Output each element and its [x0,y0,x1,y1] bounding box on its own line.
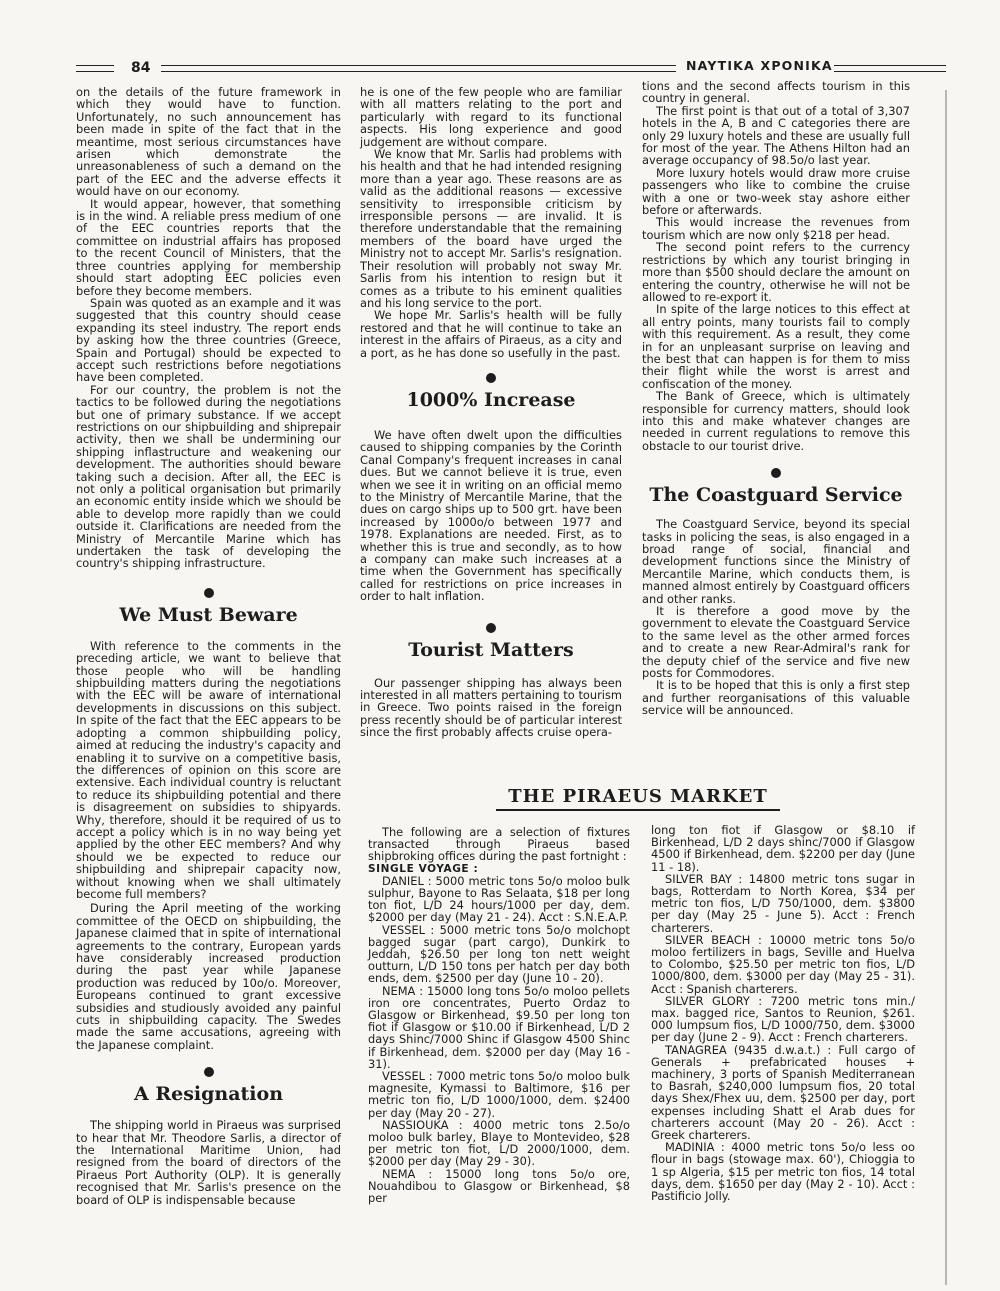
eec-article-p3: Spain was quoted as an example and it was suggested that this country should cease expanding its steel industry. The report ends by asking how the three countries (Greece, Spain and Portugal) should be expected to accept such restrictions before negotiations have been completed. [76,295,341,385]
resignation-p4: We hope Mr. Sarlis's health will be fully restored and that he will continue to take an interest in the affairs of Piraeus, as a city and a port, as he has done so usefully in the past. [360,308,622,360]
header-rule-right [834,65,946,72]
tourist-p7: In spite of the large notices to this effect at all entry points, many tourists fail to comply with this requirement. As a result, they come in for an unpleasant surprise on leaving and the best that can happen is for them to miss their flight while the worst is arrest and confiscation of the money. [642,302,910,391]
tourist-p8: The Bank of Greece, which is ultimately responsible for currency matters, should look into this and make whatever changes are needed in current regulations to remove this obstacle to our tourist drive. [642,389,910,453]
market-column-right [651,824,915,1202]
tourist-p4: More luxury hotels would draw more cruise passengers who like to combine the cruise with a one or two-week stay ashore either before or afterwards. [642,165,910,218]
coastguard-p2: It is therefore a good move by the government to elevate the Coastguard Service to the same level as the other armed forces and to create a new Rear-Admiral's rank for the deputy chief of the service and five new posts for Commodores. [642,604,910,681]
tourist-p5: This would increase the revenues from tourism which are now only $218 per head. [642,215,910,242]
eec-article-p1: on the details of the future framework in which they would have to function. Unfortunately, no such announcement has been made in spite of the fact that in the meantime, most serious circumstances have arisen which demonstrate the unreasonableness of such a demand on the part of the EEC and the adverse effects it would have on our economy. [76,85,341,199]
increase-p1: We have often dwelt upon the difficulties caused to shipping companies by the Corinth Canal Company's frequent increases in canal dues. But we cannot believe it is true, even when we see it in writing on an official memo to the Ministry of Mercantile Marine, that the dues on cargo ships up to 500 grt. have been increased by 1000o/o between 1977 and 1978. Explanations are needed. First, as to whether this is true and secondly, as to how a company can make such increases at a time when the Government has specifically called for restrictions on price increases in order to halt inflation. [360,427,622,604]
header-rule-left [76,65,114,72]
section-bullet [204,588,214,598]
fixture-tanagrea: TANAGREA (9435 d.w.a.t.) : Full cargo of Generals + prefabricated houses + machinery, 3 ports of Spanish Mediterranean to Basrah, $240,000 lumpsum fios, 20 total days Shex/Fhex uu, dem. $2500 per day, port expenses including Shatt el Arab dues for charterers account (May 20 - 26). Acct : Greek charterers. [651,1042,915,1143]
section-bullet [204,1067,214,1077]
resignation-p2: he is one of the few people who are familiar with all matters relating to the port and particularly with regard to its functional aspects. His long experience and good judgement are without compare. [360,85,622,149]
fixture-madinia: MADINIA : 4000 metric tons 5o/o less oo flour in bags (stowage max. 60'), Chioggia to 1 sp Algeria, $15 per metric ton fios, 14 total days, dem. $1650 per day (May 2 - 10). Acct : Pastificio Jolly. [651,1140,915,1204]
fixture-silver-bay: SILVER BAY : 14800 metric tons sugar in bags, Rotterdam to North Korea, $34 per metric ton fios, L/D 750/1000, dem. $3800 per day (May 25 - June 5). Acct : French charterers. [651,871,915,935]
fixture-daniel: DANIEL : 5000 metric tons 5o/o moloo bulk sulphur, Bayone to Ras Selaata, $18 per long ton fiot, L/D 24 hours/1000 per day, dem. $2000 per day (May 21 - 24). Acct : S.N.E.A.P. [368,873,630,925]
beware-p1: With reference to the comments in the preceding article, we want to believe that those people who will be handling shipbuilding matters during the negotiations with the EEC will be aware of international developments in discussions on this subject. In spite of the fact that the EEC appears to be adopting a common shipbuilding policy, aimed at reducing the industry's capacity and enabling it to survive on a competitive basis, the differences of opinion on this score are extensive. Each individual country is reluctant to reduce its shipbuilding potential and there is disagreement on subsidies to shipyards. Why, therefore, should it be required of us to accept a policy which is in no way being yet applied by the other EEC members? And why should we be expected to reduce our shipbuilding and shiprepair capacity now, without knowing when we shall ultimately become full members? [76,638,341,901]
header-rule-middle [161,65,676,72]
resignation-p3: We know that Mr. Sarlis had problems with his health and that he had intended resigning more than a year ago. These reasons are as valid as the additional reasons — excessive sensitivity to irresponsible criticism by irresponsible persons — are invalid. It is therefore understandable that the remaining members of the board have urged the Ministry not to accept Mr. Sarlis's resignation. Their resolution will probably not sway Mr. Sarlis from his intention to resign but it comes as a tribute to his eminent qualities and his long service to the port. [360,147,622,310]
tourist-p6: The second point refers to the currency restrictions by which any tourist bringing in more than $500 should declare the amount on entering the country, otherwise he will not be allowed to re-export it. [642,240,910,304]
resignation-p1: The shipping world in Piraeus was surprised to hear that Mr. Theodore Sarlis, a director of the International Maritime Union, had resigned from the board of directors of the Piraeus Port Authority (OLP). It is generally recognised that Mr. Sarlis's presence on the board of OLP is indispensable because [76,1118,341,1207]
tourist-p1: Our passenger shipping has always been interested in all matters pertaining to tourism in Greece. Two points raised in the foreign press recently should be of particular interest since the first probably affects cruise opera- [360,675,622,740]
fixture-nema-pellets: NEMA : 15000 long tons 5o/o moloo pellets iron ore concentrates, Puerto Ordaz to Glasgow or Birkenhead, $9.50 per long ton fiot if Glasgow or $10.00 if Birkenhead, L/D 2 days Shinc/7000 Shinc if Glasgow 4500 Shinc if Birkenhead, dem. $2000 per day (May 16 - 31). [368,983,630,1071]
section-bullet [486,623,496,633]
eec-article-p4: For our country, the problem is not the tactics to be followed during the negotiations but one of primary substance. If we accept restrictions on our shipbuilding and shiprepair activity, then we shall be undermining our shipping inflastructure and weakening our development. The authorities should beware taking such a decision. After all, the EEC is not only a political organisation but primarily an economic entity inside which we should be able to develop more rapidly than we could outside it. Clarifications are needed from the Ministry of Mercantile Marine which has undertaken the task of developing the country's shipping infrastructure. [76,382,341,571]
fixture-silver-beach: SILVER BEACH : 10000 metric tons 5o/o moloo fertilizers in bags, Seville and Huelva to Colombo, $25.50 per metric ton fios, L/D 1000/800, dem. $3000 per day (May 25 - 31). Acct : Spanish charterers. [651,932,915,996]
beware-p2: During the April meeting of the working committee of the OECD on shipbuilding, the Japanese claimed that in spite of international agreements to the contrary, European yards have considerably increased production during the past year while Japanese production was reduced by 10o/o. Moreover, Europeans continued to grant excessive subsidies and studiously avoided any painful cuts in shipbuilding capacity. The Swedes made the same accusations, agreeing with the Japanese complaint. [76,901,341,1052]
page-number: 84 [131,60,151,76]
column-3 [642,80,910,717]
coastguard-p3: It is to be hoped that this is only a first step and further reorganisations of this valuable service will be announced. [642,678,910,718]
title-underline [496,809,780,811]
market-intro: The following are a selection of fixtures transacted through Piraeus based shipbroking offices during the past fortnight : [368,825,630,864]
fixture-nema-ore-cont: long ton fiot if Glasgow or $8.10 if Birkenhead, L/D 2 days shinc/7000 if Glasgow 4500 if Birkenhead, dem. $2200 per day (June 11 - 18). [651,823,915,874]
heading-coastguard-service: The Coastguard Service [649,484,903,507]
fixture-nassiouka: NASSIOUKA : 4000 metric tons 2.5o/o moloo bulk barley, Blaye to Montevideo, $28 per metric ton fiot, L/D 2000/1000, dem. $2000 per day (May 29 - 30). [368,1117,630,1169]
piraeus-market-title-text: THE PIRAEUS MARKET [508,786,768,807]
section-bullet [771,468,781,478]
heading-1000-increase: 1000% Increase [406,388,576,411]
section-bullet [486,373,496,383]
heading-tourist-matters: Tourist Matters [408,638,574,661]
page-header [76,56,946,80]
market-column-left [368,826,630,1204]
column-1 [76,86,341,1206]
magazine-title: NAYTIKA XPONIKA [686,58,833,73]
fixture-vessel-magnesite: VESSEL : 7000 metric tons 5o/o moloo bulk magnesite, Kymassi to Baltimore, $16 per metric ton fio, L/D 1000/1000, dem. $2400 per day (May 20 - 27). [368,1069,630,1120]
page-edge [945,90,947,1285]
market-subhead: SINGLE VOYAGE : [368,862,479,875]
column-2 [360,86,622,739]
fixture-vessel-sugar: VESSEL : 5000 metric tons 5o/o molchopt bagged sugar (part cargo), Dunkirk to Jeddah, $26.50 per long ton nett weight outturn, L/D 150 tons per hatch per day both ends, dem. $2500 per day (June 10 - 20). [368,922,630,986]
eec-article-p2: It would appear, however, that something is in the wind. A reliable press medium of one of the EEC countries reports that the committee on industrial affairs has proposed to the recent Council of Ministers, that the three countries applying for membership should start adopting EEC policies even before they become members. [76,196,341,298]
tourist-p3: The first point is that out of a total of 3,307 hotels in the A, B and C categories there are only 29 luxury hotels and these are usually full for most of the year. The Athens Hilton had an average occupancy of 98.5o/o last year. [642,103,910,168]
fixture-nema-ore: NEMA : 15000 long tons 5o/o ore, Nouahdibou to Glasgow or Birkenhead, $8 per [368,1166,630,1206]
coastguard-p1: The Coastguard Service, beyond its special tasks in policing the seas, is also engaged in a broad range of social, financial and development functions since the Ministry of Mercantile Marine, which conducts them, is manned almost entirely by Coastguard officers and other ranks. [642,517,910,606]
heading-piraeus-market [496,786,780,807]
heading-a-resignation: A Resignation [133,1083,284,1106]
heading-we-must-beware: We Must Beware [119,603,298,626]
tourist-p2: tions and the second affects tourism in this country in general. [642,79,910,106]
fixture-silver-glory: SILVER GLORY : 7200 metric tons min./ max. bagged rice, Santos to Reunion, $261. 000 lumpsum fios, L/D 1000/750, dem. $3000 per day (June 2 - 9). Acct : French charterers. [651,993,915,1045]
